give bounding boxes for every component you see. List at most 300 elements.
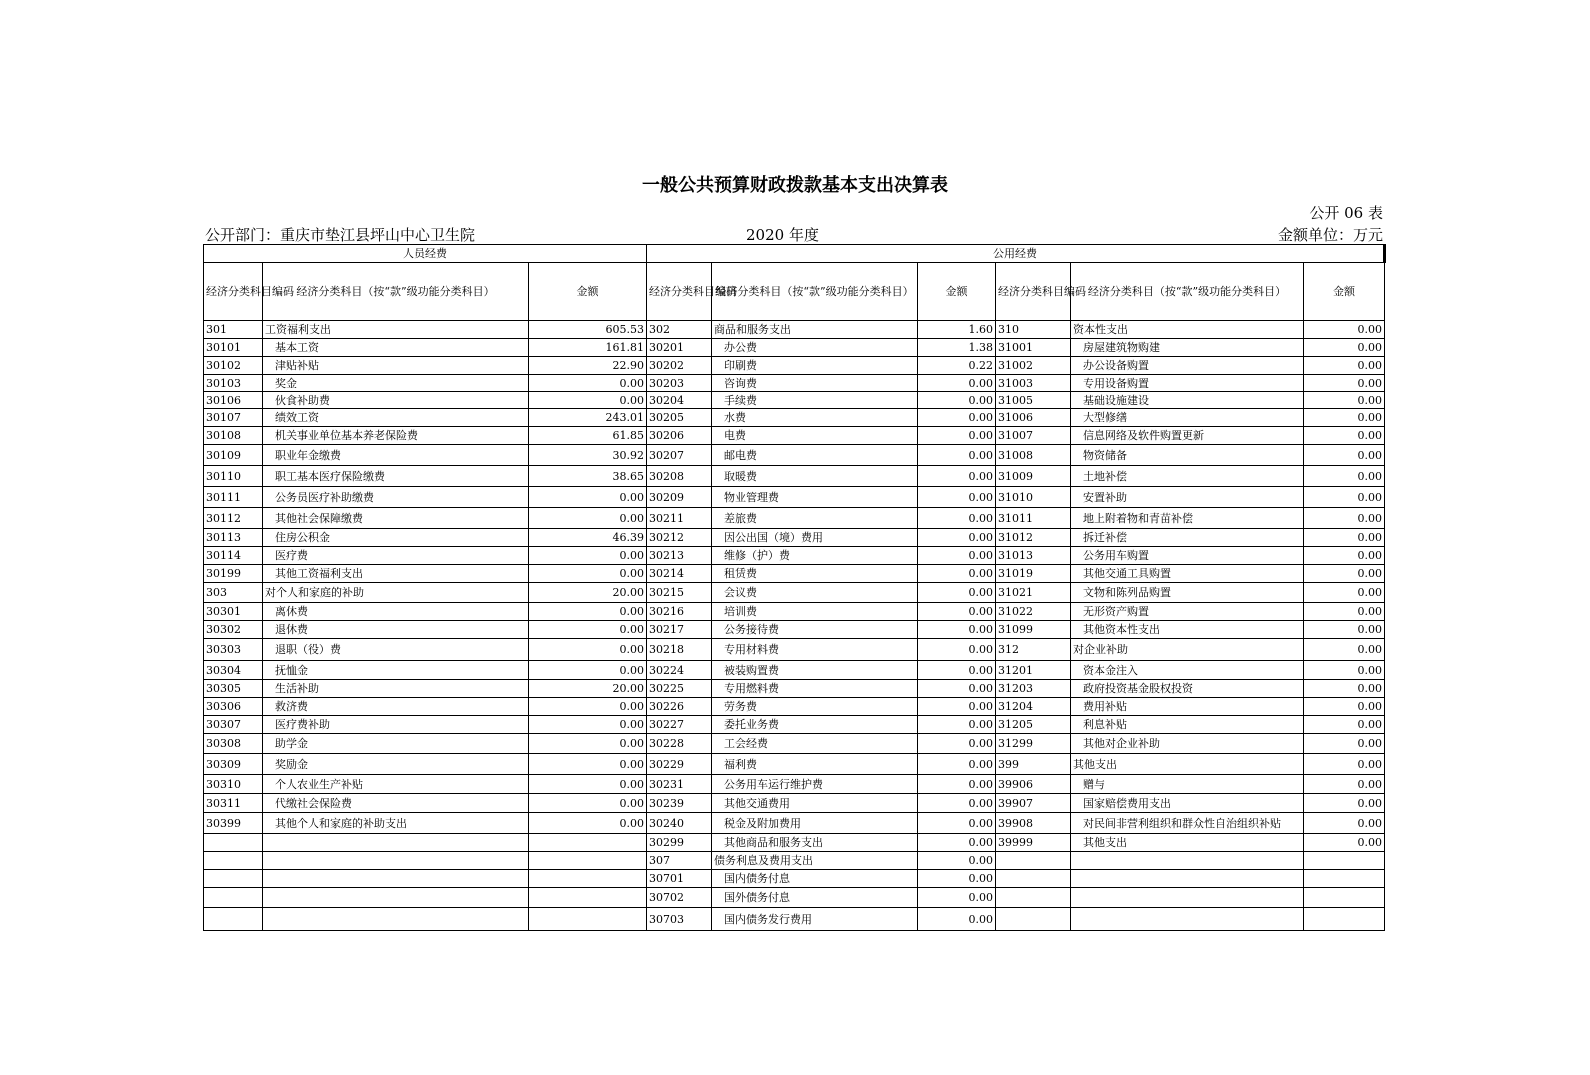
cell-name-b: 专用燃料费: [712, 680, 918, 698]
cell-name-b: 手续费: [712, 392, 918, 409]
cell-name-c: 资本性支出: [1071, 321, 1304, 339]
cell-code-b: 30702: [647, 888, 712, 908]
cell-amount-a: 61.85: [529, 427, 647, 445]
cell-amount-b: 0.00: [918, 427, 996, 445]
cell-amount-a: [529, 834, 647, 852]
cell-code-a: 30308: [204, 734, 263, 754]
cell-code-b: 30299: [647, 834, 712, 852]
table-row: [204, 529, 1385, 547]
cell-code-c: [996, 852, 1071, 870]
cell-code-c: 39906: [996, 775, 1071, 794]
cell-code-a: 30307: [204, 716, 263, 734]
cell-name-b: 税金及附加费用: [712, 813, 918, 834]
cell-name-c: 办公设备购置: [1071, 357, 1304, 375]
cell-code-a: [204, 852, 263, 870]
table-row: [204, 680, 1385, 698]
cell-code-a: 30109: [204, 445, 263, 466]
cell-code-a: 303: [204, 583, 263, 603]
cell-code-c: 31201: [996, 661, 1071, 680]
table-row: [204, 375, 1385, 392]
table-row: [204, 698, 1385, 716]
cell-amount-a: 0.00: [529, 565, 647, 583]
cell-name-a: 职工基本医疗保险缴费: [263, 466, 529, 487]
table-row: [204, 565, 1385, 583]
cell-name-c: 资本金注入: [1071, 661, 1304, 680]
cell-amount-c: 0.00: [1304, 466, 1385, 487]
cell-amount-a: 0.00: [529, 375, 647, 392]
cell-code-b: 30216: [647, 603, 712, 621]
cell-amount-a: 20.00: [529, 583, 647, 603]
table-row: [204, 508, 1385, 529]
cell-amount-a: [529, 908, 647, 931]
cell-name-b: 工会经费: [712, 734, 918, 754]
cell-amount-c: 0.00: [1304, 409, 1385, 427]
cell-code-c: 31299: [996, 734, 1071, 754]
cell-code-c: [996, 888, 1071, 908]
cell-code-c: 31099: [996, 621, 1071, 639]
cell-code-c: 31003: [996, 375, 1071, 392]
cell-amount-b: 1.60: [918, 321, 996, 339]
cell-code-b: 30209: [647, 487, 712, 508]
cell-amount-c: 0.00: [1304, 508, 1385, 529]
cell-name-a: 工资福利支出: [263, 321, 529, 339]
cell-name-a: 退职（役）费: [263, 639, 529, 661]
cell-code-c: 31009: [996, 466, 1071, 487]
cell-name-a: 生活补助: [263, 680, 529, 698]
cell-amount-b: 0.00: [918, 661, 996, 680]
cell-amount-a: 0.00: [529, 603, 647, 621]
cell-name-c: 其他支出: [1071, 834, 1304, 852]
column-header-row: [204, 263, 1385, 321]
cell-code-c: 31012: [996, 529, 1071, 547]
cell-code-a: 30301: [204, 603, 263, 621]
cell-amount-b: 0.00: [918, 466, 996, 487]
cell-name-b: 其他交通费用: [712, 794, 918, 813]
cell-name-b: 租赁费: [712, 565, 918, 583]
cell-amount-b: 0.00: [918, 870, 996, 888]
cell-amount-a: [529, 870, 647, 888]
cell-amount-a: 0.00: [529, 392, 647, 409]
cell-name-b: 取暖费: [712, 466, 918, 487]
cell-name-b: 专用材料费: [712, 639, 918, 661]
cell-code-b: 30208: [647, 466, 712, 487]
cell-code-a: 30304: [204, 661, 263, 680]
cell-code-b: 307: [647, 852, 712, 870]
cell-code-c: 31019: [996, 565, 1071, 583]
cell-amount-c: 0.00: [1304, 834, 1385, 852]
cell-amount-c: 0.00: [1304, 427, 1385, 445]
cell-amount-c: [1304, 852, 1385, 870]
cell-code-a: 30310: [204, 775, 263, 794]
cell-code-a: 30111: [204, 487, 263, 508]
header-code-b: 经济分类科目编码: [647, 263, 712, 321]
group-personnel: 人员经费: [204, 245, 647, 263]
cell-code-c: 31006: [996, 409, 1071, 427]
cell-name-c: 政府投资基金股权投资: [1071, 680, 1304, 698]
cell-code-b: 30211: [647, 508, 712, 529]
cell-name-c: 费用补贴: [1071, 698, 1304, 716]
cell-code-c: 399: [996, 754, 1071, 775]
cell-name-c: 文物和陈列品购置: [1071, 583, 1304, 603]
cell-code-a: 30309: [204, 754, 263, 775]
cell-amount-c: 0.00: [1304, 487, 1385, 508]
cell-name-b: 国内债务付息: [712, 870, 918, 888]
cell-name-c: 赠与: [1071, 775, 1304, 794]
cell-amount-c: 0.00: [1304, 547, 1385, 565]
cell-amount-b: 0.00: [918, 698, 996, 716]
cell-name-a: 对个人和家庭的补助: [263, 583, 529, 603]
table-row: [204, 445, 1385, 466]
cell-name-b: 因公出国（境）费用: [712, 529, 918, 547]
cell-name-b: 印刷费: [712, 357, 918, 375]
cell-name-b: 电费: [712, 427, 918, 445]
cell-name-b: 公务接待费: [712, 621, 918, 639]
cell-code-a: 30306: [204, 698, 263, 716]
cell-name-c: 其他对企业补助: [1071, 734, 1304, 754]
header-amount-b: 金额: [918, 263, 996, 321]
table-row: [204, 466, 1385, 487]
cell-code-a: [204, 870, 263, 888]
header-name-c: 经济分类科目（按“款”级功能分类科目）: [1071, 263, 1304, 321]
cell-name-a: 机关事业单位基本养老保险费: [263, 427, 529, 445]
cell-code-b: 30206: [647, 427, 712, 445]
table-row: [204, 834, 1385, 852]
cell-amount-a: [529, 888, 647, 908]
cell-amount-b: 0.22: [918, 357, 996, 375]
cell-name-a: 助学金: [263, 734, 529, 754]
header-amount-a: 金额: [529, 263, 647, 321]
cell-code-c: 31007: [996, 427, 1071, 445]
cell-name-b: 商品和服务支出: [712, 321, 918, 339]
cell-name-a: 其他社会保障缴费: [263, 508, 529, 529]
cell-name-b: 差旅费: [712, 508, 918, 529]
header-name-a: 经济分类科目（按“款”级功能分类科目）: [263, 263, 529, 321]
cell-amount-c: 0.00: [1304, 603, 1385, 621]
cell-name-b: 咨询费: [712, 375, 918, 392]
cell-name-b: 培训费: [712, 603, 918, 621]
cell-code-a: 30399: [204, 813, 263, 834]
cell-name-a: 伙食补助费: [263, 392, 529, 409]
header-amount-c: 金额: [1304, 263, 1385, 321]
cell-name-c: 土地补偿: [1071, 466, 1304, 487]
cell-code-c: 39908: [996, 813, 1071, 834]
fiscal-year: 2020 年度: [746, 226, 819, 244]
cell-amount-c: 0.00: [1304, 321, 1385, 339]
cell-amount-b: 0.00: [918, 508, 996, 529]
cell-code-b: 30224: [647, 661, 712, 680]
cell-code-b: 30204: [647, 392, 712, 409]
cell-amount-c: 0.00: [1304, 375, 1385, 392]
cell-code-c: 31008: [996, 445, 1071, 466]
group-header-row: [204, 245, 1385, 263]
table-row: [204, 775, 1385, 794]
cell-name-b: 委托业务费: [712, 716, 918, 734]
table-row: [204, 734, 1385, 754]
cell-name-a: 津贴补贴: [263, 357, 529, 375]
cell-name-a: 其他工资福利支出: [263, 565, 529, 583]
cell-code-a: 30101: [204, 339, 263, 357]
cell-amount-a: 0.00: [529, 698, 647, 716]
cell-code-a: 301: [204, 321, 263, 339]
cell-code-b: 30227: [647, 716, 712, 734]
table-row: [204, 908, 1385, 931]
cell-name-b: 国内债务发行费用: [712, 908, 918, 931]
table-row: [204, 603, 1385, 621]
table-row: [204, 357, 1385, 375]
cell-code-a: 30199: [204, 565, 263, 583]
cell-code-b: 302: [647, 321, 712, 339]
cell-amount-b: 0.00: [918, 716, 996, 734]
cell-code-c: 39999: [996, 834, 1071, 852]
cell-code-b: 30215: [647, 583, 712, 603]
cell-name-b: 债务利息及费用支出: [712, 852, 918, 870]
cell-amount-c: [1304, 870, 1385, 888]
cell-name-b: 办公费: [712, 339, 918, 357]
cell-amount-c: 0.00: [1304, 775, 1385, 794]
cell-code-b: 30201: [647, 339, 712, 357]
cell-amount-a: 20.00: [529, 680, 647, 698]
cell-amount-c: 0.00: [1304, 794, 1385, 813]
cell-name-c: 公务用车购置: [1071, 547, 1304, 565]
cell-name-b: 会议费: [712, 583, 918, 603]
cell-name-a: 其他个人和家庭的补助支出: [263, 813, 529, 834]
cell-name-b: 公务用车运行维护费: [712, 775, 918, 794]
group-public: 公用经费: [647, 245, 1385, 263]
cell-code-c: 31204: [996, 698, 1071, 716]
cell-name-c: 无形资产购置: [1071, 603, 1304, 621]
table-row: [204, 621, 1385, 639]
cell-code-c: 31001: [996, 339, 1071, 357]
table-row: [204, 583, 1385, 603]
cell-code-c: 31002: [996, 357, 1071, 375]
cell-name-a: 离休费: [263, 603, 529, 621]
cell-name-a: 个人农业生产补贴: [263, 775, 529, 794]
cell-name-b: 物业管理费: [712, 487, 918, 508]
cell-amount-c: 0.00: [1304, 621, 1385, 639]
header-name-b: 经济分类科目（按“款”级功能分类科目）: [712, 263, 918, 321]
table-row: [204, 427, 1385, 445]
cell-amount-b: 0.00: [918, 375, 996, 392]
cell-amount-c: 0.00: [1304, 445, 1385, 466]
cell-code-b: 30240: [647, 813, 712, 834]
cell-name-c: 基础设施建设: [1071, 392, 1304, 409]
cell-code-b: 30239: [647, 794, 712, 813]
cell-code-a: 30106: [204, 392, 263, 409]
cell-name-c: 其他交通工具购置: [1071, 565, 1304, 583]
cell-amount-c: 0.00: [1304, 698, 1385, 716]
cell-name-a: 抚恤金: [263, 661, 529, 680]
cell-name-b: 劳务费: [712, 698, 918, 716]
table-row: [204, 409, 1385, 427]
cell-name-c: [1071, 888, 1304, 908]
cell-amount-b: 0.00: [918, 445, 996, 466]
cell-code-c: 31022: [996, 603, 1071, 621]
table-row: [204, 321, 1385, 339]
table-row: [204, 813, 1385, 834]
cell-code-c: 39907: [996, 794, 1071, 813]
cell-name-c: [1071, 870, 1304, 888]
cell-code-a: 30113: [204, 529, 263, 547]
cell-amount-a: 0.00: [529, 487, 647, 508]
cell-code-c: 31203: [996, 680, 1071, 698]
cell-amount-c: 0.00: [1304, 716, 1385, 734]
page-title: 一般公共预算财政拨款基本支出决算表: [642, 175, 948, 196]
cell-code-a: 30108: [204, 427, 263, 445]
cell-amount-c: 0.00: [1304, 734, 1385, 754]
cell-amount-a: 0.00: [529, 794, 647, 813]
cell-amount-a: 0.00: [529, 661, 647, 680]
cell-amount-b: 0.00: [918, 813, 996, 834]
cell-code-c: 31021: [996, 583, 1071, 603]
cell-code-a: 30302: [204, 621, 263, 639]
cell-name-a: 基本工资: [263, 339, 529, 357]
table-row: [204, 392, 1385, 409]
cell-code-c: [996, 870, 1071, 888]
cell-name-c: 其他资本性支出: [1071, 621, 1304, 639]
cell-name-b: 水费: [712, 409, 918, 427]
table-row: [204, 870, 1385, 888]
cell-code-b: 30205: [647, 409, 712, 427]
cell-amount-c: 0.00: [1304, 639, 1385, 661]
cell-amount-b: 0.00: [918, 621, 996, 639]
cell-name-a: 代缴社会保险费: [263, 794, 529, 813]
cell-name-a: 公务员医疗补助缴费: [263, 487, 529, 508]
cell-name-a: 奖金: [263, 375, 529, 392]
cell-name-a: 医疗费补助: [263, 716, 529, 734]
cell-name-c: 大型修缮: [1071, 409, 1304, 427]
cell-amount-a: 0.00: [529, 754, 647, 775]
cell-amount-a: 0.00: [529, 639, 647, 661]
cell-amount-a: 0.00: [529, 734, 647, 754]
cell-amount-b: 0.00: [918, 392, 996, 409]
cell-code-a: 30114: [204, 547, 263, 565]
cell-amount-c: 0.00: [1304, 339, 1385, 357]
cell-name-c: 其他支出: [1071, 754, 1304, 775]
table-row: [204, 716, 1385, 734]
cell-amount-a: 0.00: [529, 508, 647, 529]
header-code-c: 经济分类科目编码: [996, 263, 1071, 321]
cell-amount-a: 30.92: [529, 445, 647, 466]
cell-code-c: 310: [996, 321, 1071, 339]
cell-amount-c: 0.00: [1304, 754, 1385, 775]
cell-name-a: [263, 870, 529, 888]
cell-code-c: [996, 908, 1071, 931]
cell-amount-b: 0.00: [918, 529, 996, 547]
cell-amount-b: 1.38: [918, 339, 996, 357]
cell-amount-b: 0.00: [918, 547, 996, 565]
cell-code-a: 30305: [204, 680, 263, 698]
cell-code-b: 30225: [647, 680, 712, 698]
cell-name-b: 福利费: [712, 754, 918, 775]
cell-code-c: 31013: [996, 547, 1071, 565]
cell-amount-a: 161.81: [529, 339, 647, 357]
cell-name-c: 安置补助: [1071, 487, 1304, 508]
cell-amount-b: 0.00: [918, 639, 996, 661]
cell-amount-c: 0.00: [1304, 565, 1385, 583]
cell-amount-b: 0.00: [918, 852, 996, 870]
cell-amount-a: 0.00: [529, 547, 647, 565]
cell-code-c: 31010: [996, 487, 1071, 508]
cell-name-c: 专用设备购置: [1071, 375, 1304, 392]
cell-code-c: 31205: [996, 716, 1071, 734]
cell-code-b: 30203: [647, 375, 712, 392]
cell-code-a: [204, 908, 263, 931]
cell-name-c: 物资储备: [1071, 445, 1304, 466]
cell-amount-c: 0.00: [1304, 357, 1385, 375]
cell-name-c: [1071, 908, 1304, 931]
cell-code-a: 30107: [204, 409, 263, 427]
cell-code-a: 30303: [204, 639, 263, 661]
cell-amount-a: 0.00: [529, 775, 647, 794]
cell-name-a: [263, 908, 529, 931]
cell-amount-b: 0.00: [918, 409, 996, 427]
cell-amount-c: 0.00: [1304, 392, 1385, 409]
cell-amount-a: 0.00: [529, 813, 647, 834]
cell-code-b: 30207: [647, 445, 712, 466]
cell-amount-b: 0.00: [918, 680, 996, 698]
cell-amount-c: [1304, 908, 1385, 931]
cell-name-b: 国外债务付息: [712, 888, 918, 908]
cell-amount-c: 0.00: [1304, 680, 1385, 698]
cell-amount-c: 0.00: [1304, 529, 1385, 547]
cell-code-a: [204, 834, 263, 852]
cell-name-c: 信息网络及软件购置更新: [1071, 427, 1304, 445]
cell-amount-b: 0.00: [918, 734, 996, 754]
cell-name-c: 对民间非营利组织和群众性自治组织补贴: [1071, 813, 1304, 834]
department-label: 公开部门：重庆市垫江县坪山中心卫生院: [205, 226, 476, 244]
cell-name-b: 其他商品和服务支出: [712, 834, 918, 852]
cell-code-b: 30212: [647, 529, 712, 547]
cell-amount-b: 0.00: [918, 754, 996, 775]
cell-amount-a: [529, 852, 647, 870]
cell-name-a: 绩效工资: [263, 409, 529, 427]
cell-name-a: 奖励金: [263, 754, 529, 775]
cell-amount-b: 0.00: [918, 794, 996, 813]
cell-name-b: 维修（护）费: [712, 547, 918, 565]
cell-amount-c: 0.00: [1304, 583, 1385, 603]
cell-code-b: 30231: [647, 775, 712, 794]
cell-name-b: 邮电费: [712, 445, 918, 466]
cell-name-a: 住房公积金: [263, 529, 529, 547]
expenditure-table: [203, 244, 1386, 931]
cell-amount-b: 0.00: [918, 775, 996, 794]
cell-code-a: 30102: [204, 357, 263, 375]
cell-code-b: 30703: [647, 908, 712, 931]
table-row: [204, 888, 1385, 908]
table-row: [204, 339, 1385, 357]
cell-code-b: 30214: [647, 565, 712, 583]
cell-amount-a: 46.39: [529, 529, 647, 547]
cell-code-a: [204, 888, 263, 908]
cell-name-a: 救济费: [263, 698, 529, 716]
amount-unit: 金额单位：万元: [1277, 226, 1383, 244]
cell-code-b: 30218: [647, 639, 712, 661]
cell-name-a: 医疗费: [263, 547, 529, 565]
cell-code-b: 30229: [647, 754, 712, 775]
cell-amount-a: 243.01: [529, 409, 647, 427]
cell-code-a: 30103: [204, 375, 263, 392]
cell-amount-b: 0.00: [918, 583, 996, 603]
cell-amount-b: 0.00: [918, 888, 996, 908]
header-code-a: 经济分类科目编码: [204, 263, 263, 321]
cell-name-c: 国家赔偿费用支出: [1071, 794, 1304, 813]
cell-amount-a: 22.90: [529, 357, 647, 375]
table-row: [204, 547, 1385, 565]
cell-name-c: 对企业补助: [1071, 639, 1304, 661]
cell-amount-c: [1304, 888, 1385, 908]
cell-amount-a: 0.00: [529, 621, 647, 639]
cell-code-b: 30228: [647, 734, 712, 754]
